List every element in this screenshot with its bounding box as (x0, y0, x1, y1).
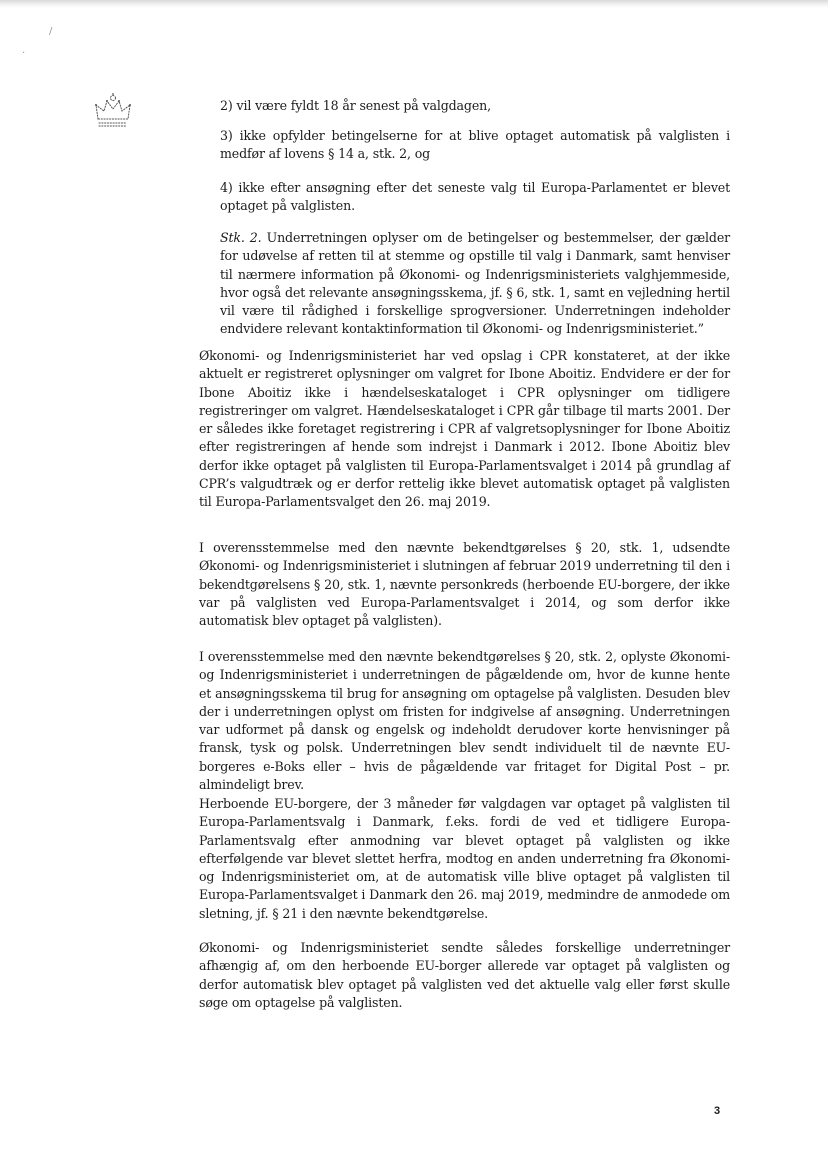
paragraph-text: Økonomi- og Indenrigsministeriet har ved opslag i CPR konstateret, at der ikke aktuelt er registreret oplysninger om valgret for Ibone Aboitiz. Endvidere er der for Ibone Aboitiz ikke i hændelseskataloget i CPR oplysninger om tidligere registreringer om valgret. Hændelseskataloget i CPR går tilbage til marts 2001. Der er således ikke foretaget registrering i CPR af valgretsoplysninger for Ibone Aboitiz efter registreringen af hende som indrejst i Danmark i 2012. Ibone Aboitiz blev derfor ikke optaget på valglisten til Europa-Parlamentsvalget i 2014 på grundlag af CPR’s valgudtræk og er derfor rettelig ikke blevet automatisk optaget på valglisten til Europa-Parlamentsvalget den 26. maj 2019. (199, 348, 730, 510)
paragraph-text: I overensstemmelse med den nævnte bekendtgørelses § 20, stk. 2, oplyste Økonomi- og Indenrigsministeriet i underretningen de pågældende om, hvor de kunne hente et ansøgningsskema til brug for ansøgning om optagelse på valglisten. Desuden blev der i underretningen oplyst om fristen for indgivelse af ansøgning. Underretningen var udformet på dansk og engelsk og indeholdt derudover korte henvisninger på fransk, tysk og polsk. Underretningen blev sendt individuelt til de nævnte EU-borgeres e-Boks eller – hvis de pågældende var fritaget for Digital Post – pr. almindeligt brev. (199, 649, 730, 793)
item-number: 4) (220, 180, 233, 195)
body-paragraph (199, 939, 730, 1012)
scan-mark: · (22, 48, 26, 59)
item-text: ikke opfylder betingelserne for at blive optaget automatisk på valglisten i medfør af lovens § 14 a, stk. 2, og (220, 128, 730, 162)
page-number: 3 (714, 1105, 721, 1117)
body-paragraph (199, 795, 730, 923)
stk-text: Underretningen oplyser om de betingelser og bestemmelser, der gælder for udøvelse af retten til at stemme og opstille til valg i Danmark, samt henviser til nærmere information på Økonomi- og Indenrigsministeriets valghjemmeside, hvor også det relevante ansøgningsskema, jf. § 6, stk. 1, samt en vejledning hertil vil være til rådighed i forskellige sprogversioner. Underretningen indeholder endvidere relevant kontaktinformation til Økonomi- og Indenrigsministeriet.” (220, 230, 730, 337)
scan-mark: / (49, 26, 53, 37)
paragraph-text: Økonomi- og Indenrigsministeriet sendte således forskellige underretninger afhængig af, om den herboende EU-borger allerede var optaget på valglisten og derfor automatisk blev optaget på valglisten ved det aktuelle valg eller først skulle søge om optagelse på valglisten. (199, 940, 730, 1010)
item-number: 2) (220, 98, 233, 113)
paragraph-text: I overensstemmelse med den nævnte bekendtgørelses § 20, stk. 1, udsendte Økonomi- og Indenrigsministeriet i slutningen af februar 2019 underretning til den i bekendtgørelsens § 20, stk. 1, nævnte personkreds (herboende EU-borgere, der ikke var på valglisten ved Europa-Parlamentsvalget i 2014, og som derfor ikke automatisk blev optaget på valglisten). (199, 540, 730, 629)
item-text: vil være fyldt 18 år senest på valgdagen, (236, 98, 491, 113)
list-item (220, 127, 730, 164)
danish-royal-crown-icon (94, 93, 132, 127)
body-paragraph (199, 347, 730, 512)
item-text: ikke efter ansøgning efter det seneste valg til Europa-Parlamentet er blevet optaget på valglisten. (220, 180, 730, 214)
list-item (220, 97, 730, 115)
paragraph-text: Herboende EU-borgere, der 3 måneder før valgdagen var optaget på valglisten til Europa-Parlamentsvalg i Danmark, f.eks. fordi de ved et tidligere Europa-Parlamentsvalg efter anmodning var blevet optaget på valglisten og ikke efterfølgende var blevet slettet herfra, modtog en anden underretning fra Økonomi- og Indenrigsministeriet om, at de automatisk ville blive optaget på valglisten til Europa-Parlamentsvalget i Danmark den 26. maj 2019, medmindre de anmodede om sletning, jf. § 21 i den nævnte bekendtgørelse. (199, 796, 730, 921)
stk-label: Stk. 2. (220, 230, 262, 245)
body-paragraph (199, 539, 730, 630)
list-item (220, 179, 730, 216)
scan-edge-shadow (0, 0, 828, 8)
item-number: 3) (220, 128, 233, 143)
quoted-stk2-paragraph (220, 229, 730, 339)
body-paragraph (199, 648, 730, 794)
